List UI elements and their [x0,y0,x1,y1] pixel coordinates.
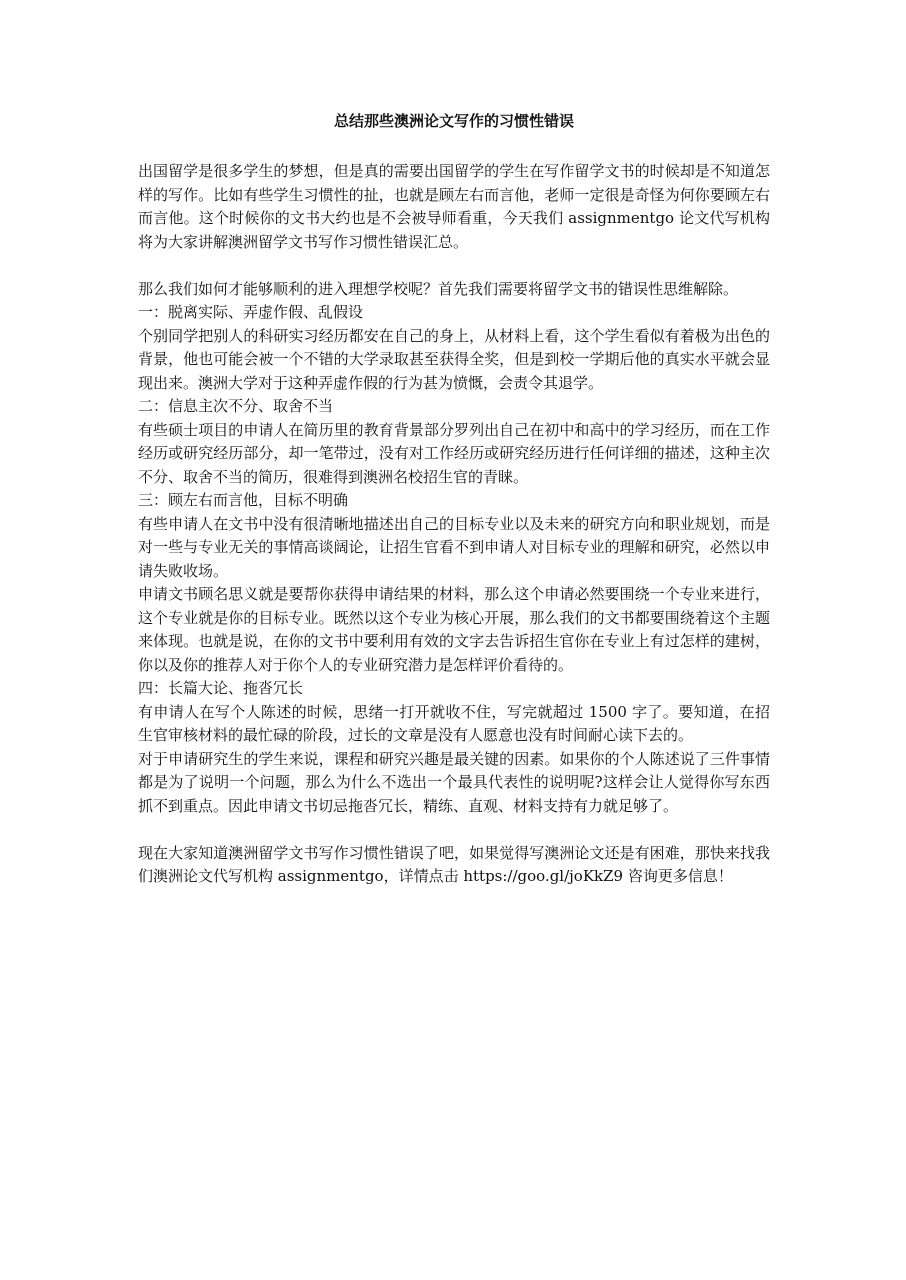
section-paragraph: 有些硕士项目的申请人在简历里的教育背景部分罗列出自己在初中和高中的学习经历，而在工作经历或研究经历部分，却一笔带过，没有对工作经历或研究经历进行任何详细的描述，这种主次不分、取舍不当的简历，很难得到澳洲名校招生官的青睐。 [138,420,770,486]
section-heading: 二：信息主次不分、取舍不当 [138,397,334,415]
conclusion-paragraph: 现在大家知道澳洲留学文书写作习惯性错误了吧，如果觉得写澳洲论文还是有困难，那快来找我们澳洲论文代写机构 assignmentgo，详情点击 https://goo.gl/joKkZ9 咨询更多信息！ [138,843,770,885]
intro-paragraph: 出国留学是很多学生的梦想，但是真的需要出国留学的学生在写作留学文书的时候却是不知道怎样的写作。比如有些学生习惯性的扯，也就是顾左右而言他，老师一定很是奇怪为何你要顾左右而言他。这个时候你的文书大约也是不会被导师看重，今天我们 assignmentgo 论文代写机构将为大家讲解澳洲留学文书写作习惯性错误汇总。 [138,162,770,251]
section-paragraph: 个别同学把别人的科研实习经历都安在自己的身上，从材料上看，这个学生看似有着极为出色的背景，他也可能会被一个不错的大学录取甚至获得全奖，但是到校一学期后他的真实水平就会显现出来。澳洲大学对于这种弄虚作假的行为甚为愤慨，会责令其退学。 [138,326,770,392]
section-2 [138,395,770,489]
question-paragraph: 那么我们如何才能够顺利的进入理想学校呢？首先我们需要将留学文书的错误性思维解除。 [138,279,739,298]
section-3 [138,489,770,677]
section-paragraph: 对于申请研究生的学生来说，课程和研究兴趣是最关键的因素。如果你的个人陈述说了三件事情都是为了说明一个问题，那么为什么不选出一个最具代表性的说明呢?这样会让人觉得你写东西抓不到重点。因此申请文书切忌拖沓冗长，精练、直观、材料支持有力就足够了。 [138,749,770,815]
section-heading: 一：脱离实际、弄虚作假、乱假设 [138,303,364,321]
section-paragraph: 申请文书顾名思义就是要帮你获得申请结果的材料，那么这个申请必然要围绕一个专业来进行，这个专业就是你的目标专业。既然以这个专业为核心开展，那么我们的文书都要围绕着这个主题来体现。也就是说，在你的文书中要利用有效的文字去告诉招生官你在专业上有过怎样的建树，你以及你的推荐人对于你个人的专业研究潜力是怎样评价看待的。 [138,585,770,674]
document-page [138,108,770,889]
document-title: 总结那些澳洲论文写作的习惯性错误 [333,112,574,130]
section-paragraph: 有申请人在写个人陈述的时候，思绪一打开就收不住，写完就超过 1500 字了。要知道，在招生官审核材料的最忙碌的阶段，过长的文章是没有人愿意也没有时间耐心读下去的。 [138,702,770,744]
section-4 [138,677,770,818]
section-1 [138,301,770,395]
section-heading: 三：顾左右而言他，目标不明确 [138,491,349,509]
section-heading: 四：长篇大论、拖沓冗长 [138,679,304,697]
section-paragraph: 有些申请人在文书中没有很清晰地描述出自己的目标专业以及未来的研究方向和职业规划，而是对一些与专业无关的事情高谈阔论，让招生官看不到申请人对目标专业的理解和研究，必然以申请失败收场。 [138,514,770,580]
